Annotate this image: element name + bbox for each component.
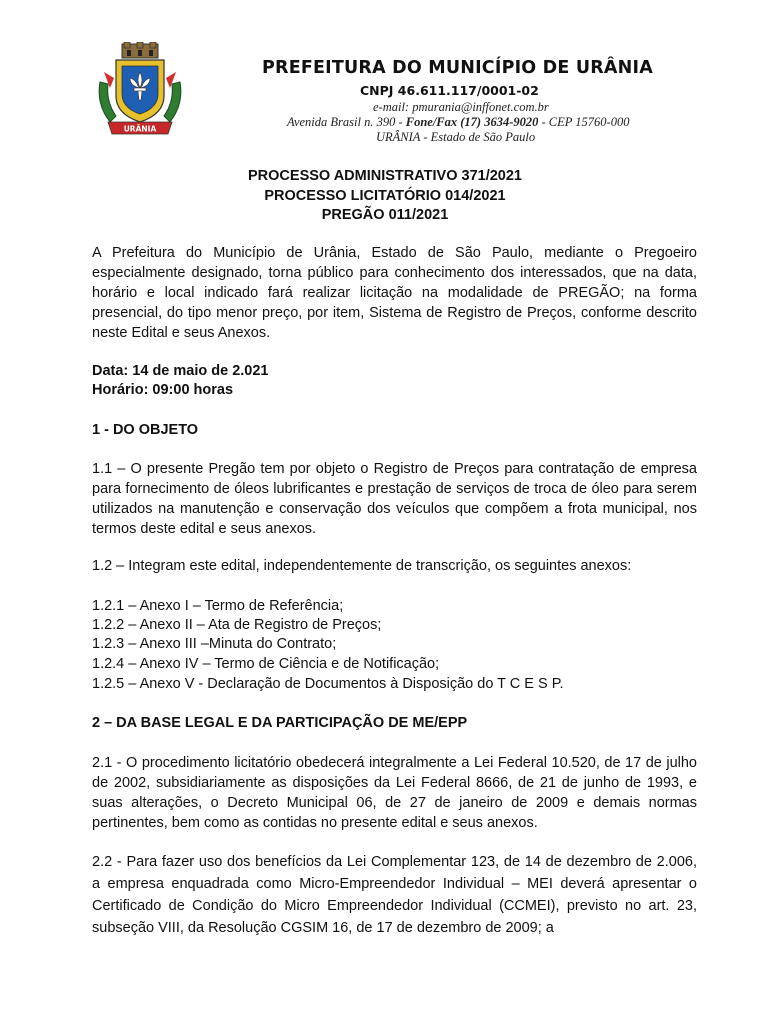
annex-item: 1.2.5 – Anexo V - Declaração de Documentos à Disposição do T C E S P. bbox=[92, 676, 564, 692]
paragraph-1-2: 1.2 – Integram este edital, independentemente de transcrição, os seguintes anexos: bbox=[92, 558, 632, 574]
section-1-heading: 1 - DO OBJETO bbox=[92, 422, 199, 438]
paragraph-2-2: 2.2 - Para fazer uso dos benefícios da Lei Complementar 123, de 14 de dezembro de 2.006, a empresa enquadrada como Micro-Empreendedor Individual – MEI deverá apresentar o Certificado de Condição do Micro Empreendedor Individual (CCMEI), previsto no art. 23, subseção VIII, da Resolução CGSIM 16, de 17 de dezembro de 2009; a bbox=[92, 854, 697, 936]
auction-date: Data: 14 de maio de 2.021 bbox=[92, 363, 269, 379]
phone-fax: Fone/Fax (17) 3634-9020 bbox=[405, 115, 539, 129]
municipality-title: PREFEITURA DO MUNICÍPIO DE URÂNIA bbox=[262, 58, 653, 78]
annex-item: 1.2.3 – Anexo III –Minuta do Contrato; bbox=[92, 636, 337, 652]
contact-email: e-mail: pmurania@inffonet.com.br bbox=[373, 100, 549, 114]
city-state: URÂNIA - Estado de São Paulo bbox=[376, 130, 536, 144]
annex-item: 1.2.2 – Anexo II – Ata de Registro de Preços; bbox=[92, 617, 382, 633]
municipal-crest-icon bbox=[94, 42, 186, 138]
process-bidding-title: PROCESSO LICITATÓRIO 014/2021 bbox=[264, 188, 506, 204]
contact-address bbox=[287, 115, 629, 130]
section-2-heading: 2 – DA BASE LEGAL E DA PARTICIPAÇÃO DE ME/EPP bbox=[92, 715, 468, 731]
auction-time: Horário: 09:00 horas bbox=[92, 382, 234, 398]
process-admin-title: PROCESSO ADMINISTRATIVO 371/2021 bbox=[248, 168, 522, 184]
auction-title: PREGÃO 011/2021 bbox=[321, 207, 449, 223]
cnpj-number: CNPJ 46.611.117/0001-02 bbox=[360, 83, 539, 98]
address-prefix: Avenida Brasil n. 390 - bbox=[287, 115, 406, 129]
paragraph-1-1: 1.1 – O presente Pregão tem por objeto o Registro de Preços para contratação de empresa para fornecimento de óleos lubrificantes e prestação de serviços de troca de óleo para serem utilizados na manutenção e conservação dos veículos que compõem a frota municipal, nos termos deste edital e seus anexos. bbox=[92, 461, 697, 537]
annex-item: 1.2.1 – Anexo I – Termo de Referência; bbox=[92, 598, 344, 614]
intro-paragraph: A Prefeitura do Município de Urânia, Estado de São Paulo, mediante o Pregoeiro especialmente designado, torna público para conhecimento dos interessados, que na data, horário e local indicado fará realizar licitação na modalidade de PREGÃO; na forma presencial, do tipo menor preço, por item, Sistema de Registro de Preços, conforme descrito neste Edital e seus Anexos. bbox=[92, 245, 697, 341]
annex-item: 1.2.4 – Anexo IV – Termo de Ciência e de Notificação; bbox=[92, 656, 440, 672]
crest-banner-text: URÂNIA bbox=[123, 124, 157, 134]
address-suffix: - CEP 15760-000 bbox=[538, 115, 630, 129]
paragraph-2-1: 2.1 - O procedimento licitatório obedecerá integralmente a Lei Federal 10.520, de 17 de julho de 2002, subsidiariamente as disposições da Lei Federal 8666, de 21 de junho de 1993, e suas alterações, o Decreto Municipal 06, de 27 de janeiro de 2009 e demais normas pertinentes, bem como as contidas no presente edital e seus anexos. bbox=[92, 755, 697, 831]
